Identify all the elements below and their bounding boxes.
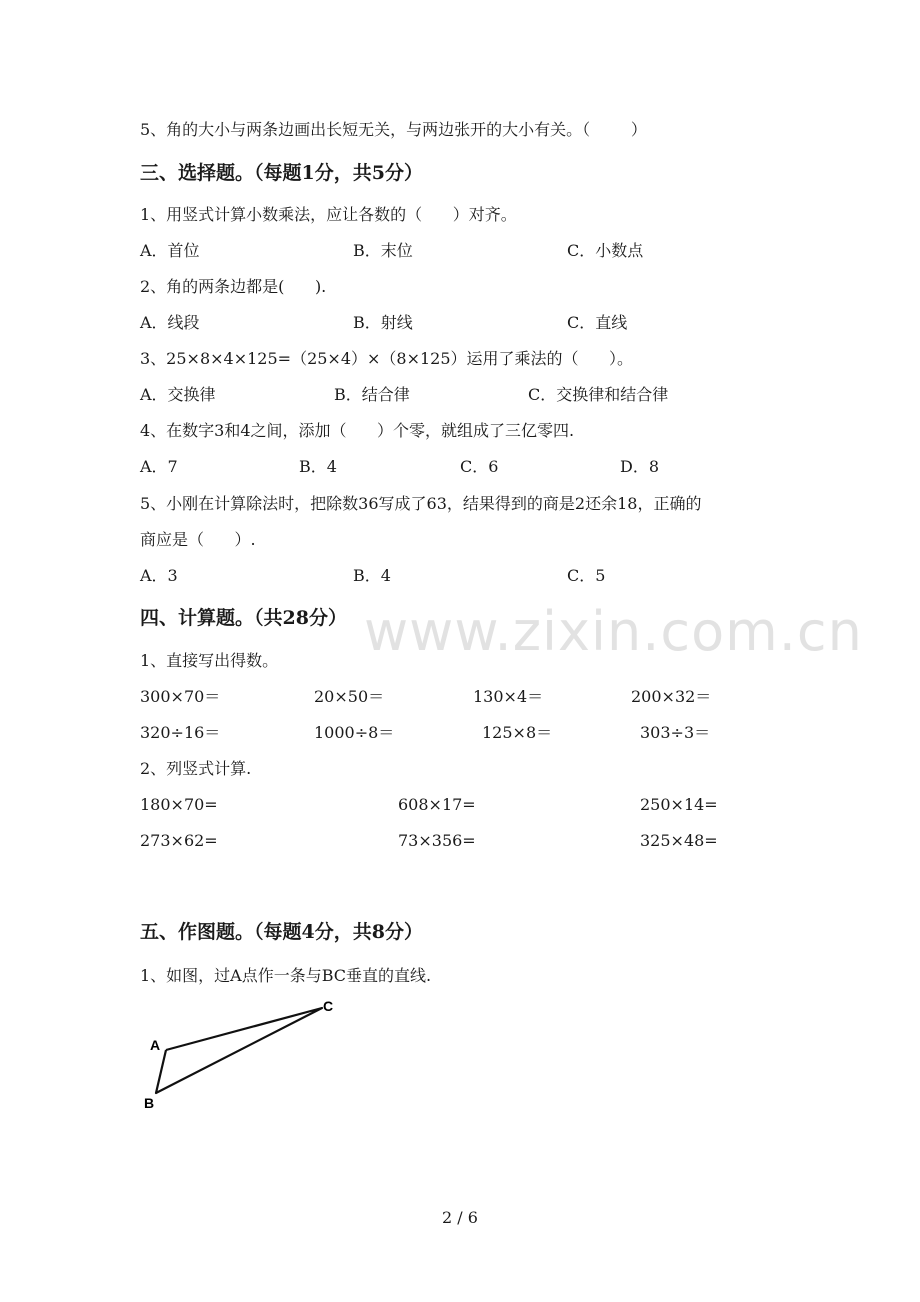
choice-q5-stem-line1: 5、小刚在计算除法时，把除数36写成了63，结果得到的商是2还余18，正确的	[140, 494, 702, 513]
drawing-q1-stem: 1、如图，过A点作一条与BC垂直的直线.	[140, 966, 432, 985]
vertical-calc-4: 273×62=	[140, 831, 218, 850]
section-4-heading: 四、计算题。（共28分）	[140, 607, 347, 629]
watermark: www.zixin.com.cn	[364, 600, 863, 663]
vertical-calc-3: 250×14=	[640, 795, 718, 814]
judgement-item-5: 5、角的大小与两条边画出长短无关，与两边张开的大小有关。（ ）	[140, 120, 647, 139]
choice-q5-option-c: C．5	[567, 566, 606, 585]
vertical-calc-5: 73×356=	[398, 831, 476, 850]
choice-q5-stem-line2: 商应是（ ）.	[140, 530, 256, 549]
choice-q2-option-c: C．直线	[567, 313, 628, 332]
triangle-figure	[136, 992, 346, 1116]
section-5-heading: 五、作图题。（每题4分，共8分）	[140, 921, 423, 943]
choice-q4-option-a: A．7	[140, 457, 178, 476]
choice-q5-option-a: A．3	[140, 566, 178, 585]
choice-q4-option-c: C．6	[460, 457, 499, 476]
choice-q1-option-a: A．首位	[140, 241, 200, 260]
choice-q3-option-b: B．结合律	[334, 385, 410, 404]
choice-q1-stem: 1、用竖式计算小数乘法，应让各数的（ ）对齐。	[140, 205, 517, 224]
oral-calc-8: 303÷3＝	[640, 723, 711, 742]
oral-calc-5: 320÷16＝	[140, 723, 221, 742]
choice-q1-option-c: C．小数点	[567, 241, 644, 260]
vertical-calc-6: 325×48=	[640, 831, 718, 850]
vertical-calc-2: 608×17=	[398, 795, 476, 814]
choice-q4-option-b: B．4	[299, 457, 337, 476]
choice-q3-option-a: A．交换律	[140, 385, 216, 404]
choice-q4-option-d: D．8	[620, 457, 660, 476]
calc-part1-title: 1、直接写出得数。	[140, 651, 279, 670]
choice-q2-stem: 2、角的两条边都是( ).	[140, 277, 327, 296]
vertex-label-b: B	[144, 1095, 155, 1111]
calc-part2-title: 2、列竖式计算.	[140, 759, 252, 778]
oral-calc-2: 20×50＝	[314, 687, 385, 706]
choice-q2-option-b: B．射线	[353, 313, 413, 332]
choice-q5-option-b: B．4	[353, 566, 391, 585]
triangle-abc	[156, 1008, 322, 1093]
vertex-label-c: C	[323, 998, 334, 1014]
choice-q3-option-c: C．交换律和结合律	[528, 385, 669, 404]
vertex-label-a: A	[150, 1037, 161, 1053]
choice-q4-stem: 4、在数字3和4之间，添加（ ）个零，就组成了三亿零四.	[140, 421, 575, 440]
page-number: 2 / 6	[442, 1208, 478, 1227]
choice-q2-option-a: A．线段	[140, 313, 200, 332]
oral-calc-3: 130×4＝	[473, 687, 544, 706]
choice-q1-option-b: B．末位	[353, 241, 413, 260]
choice-q3-stem: 3、25×8×4×125=（25×4）×（8×125）运用了乘法的（ ）。	[140, 349, 634, 368]
oral-calc-4: 200×32＝	[631, 687, 712, 706]
section-3-heading: 三、选择题。（每题1分，共5分）	[140, 162, 423, 184]
oral-calc-6: 1000÷8＝	[314, 723, 395, 742]
vertical-calc-1: 180×70=	[140, 795, 218, 814]
oral-calc-1: 300×70＝	[140, 687, 221, 706]
oral-calc-7: 125×8＝	[482, 723, 553, 742]
